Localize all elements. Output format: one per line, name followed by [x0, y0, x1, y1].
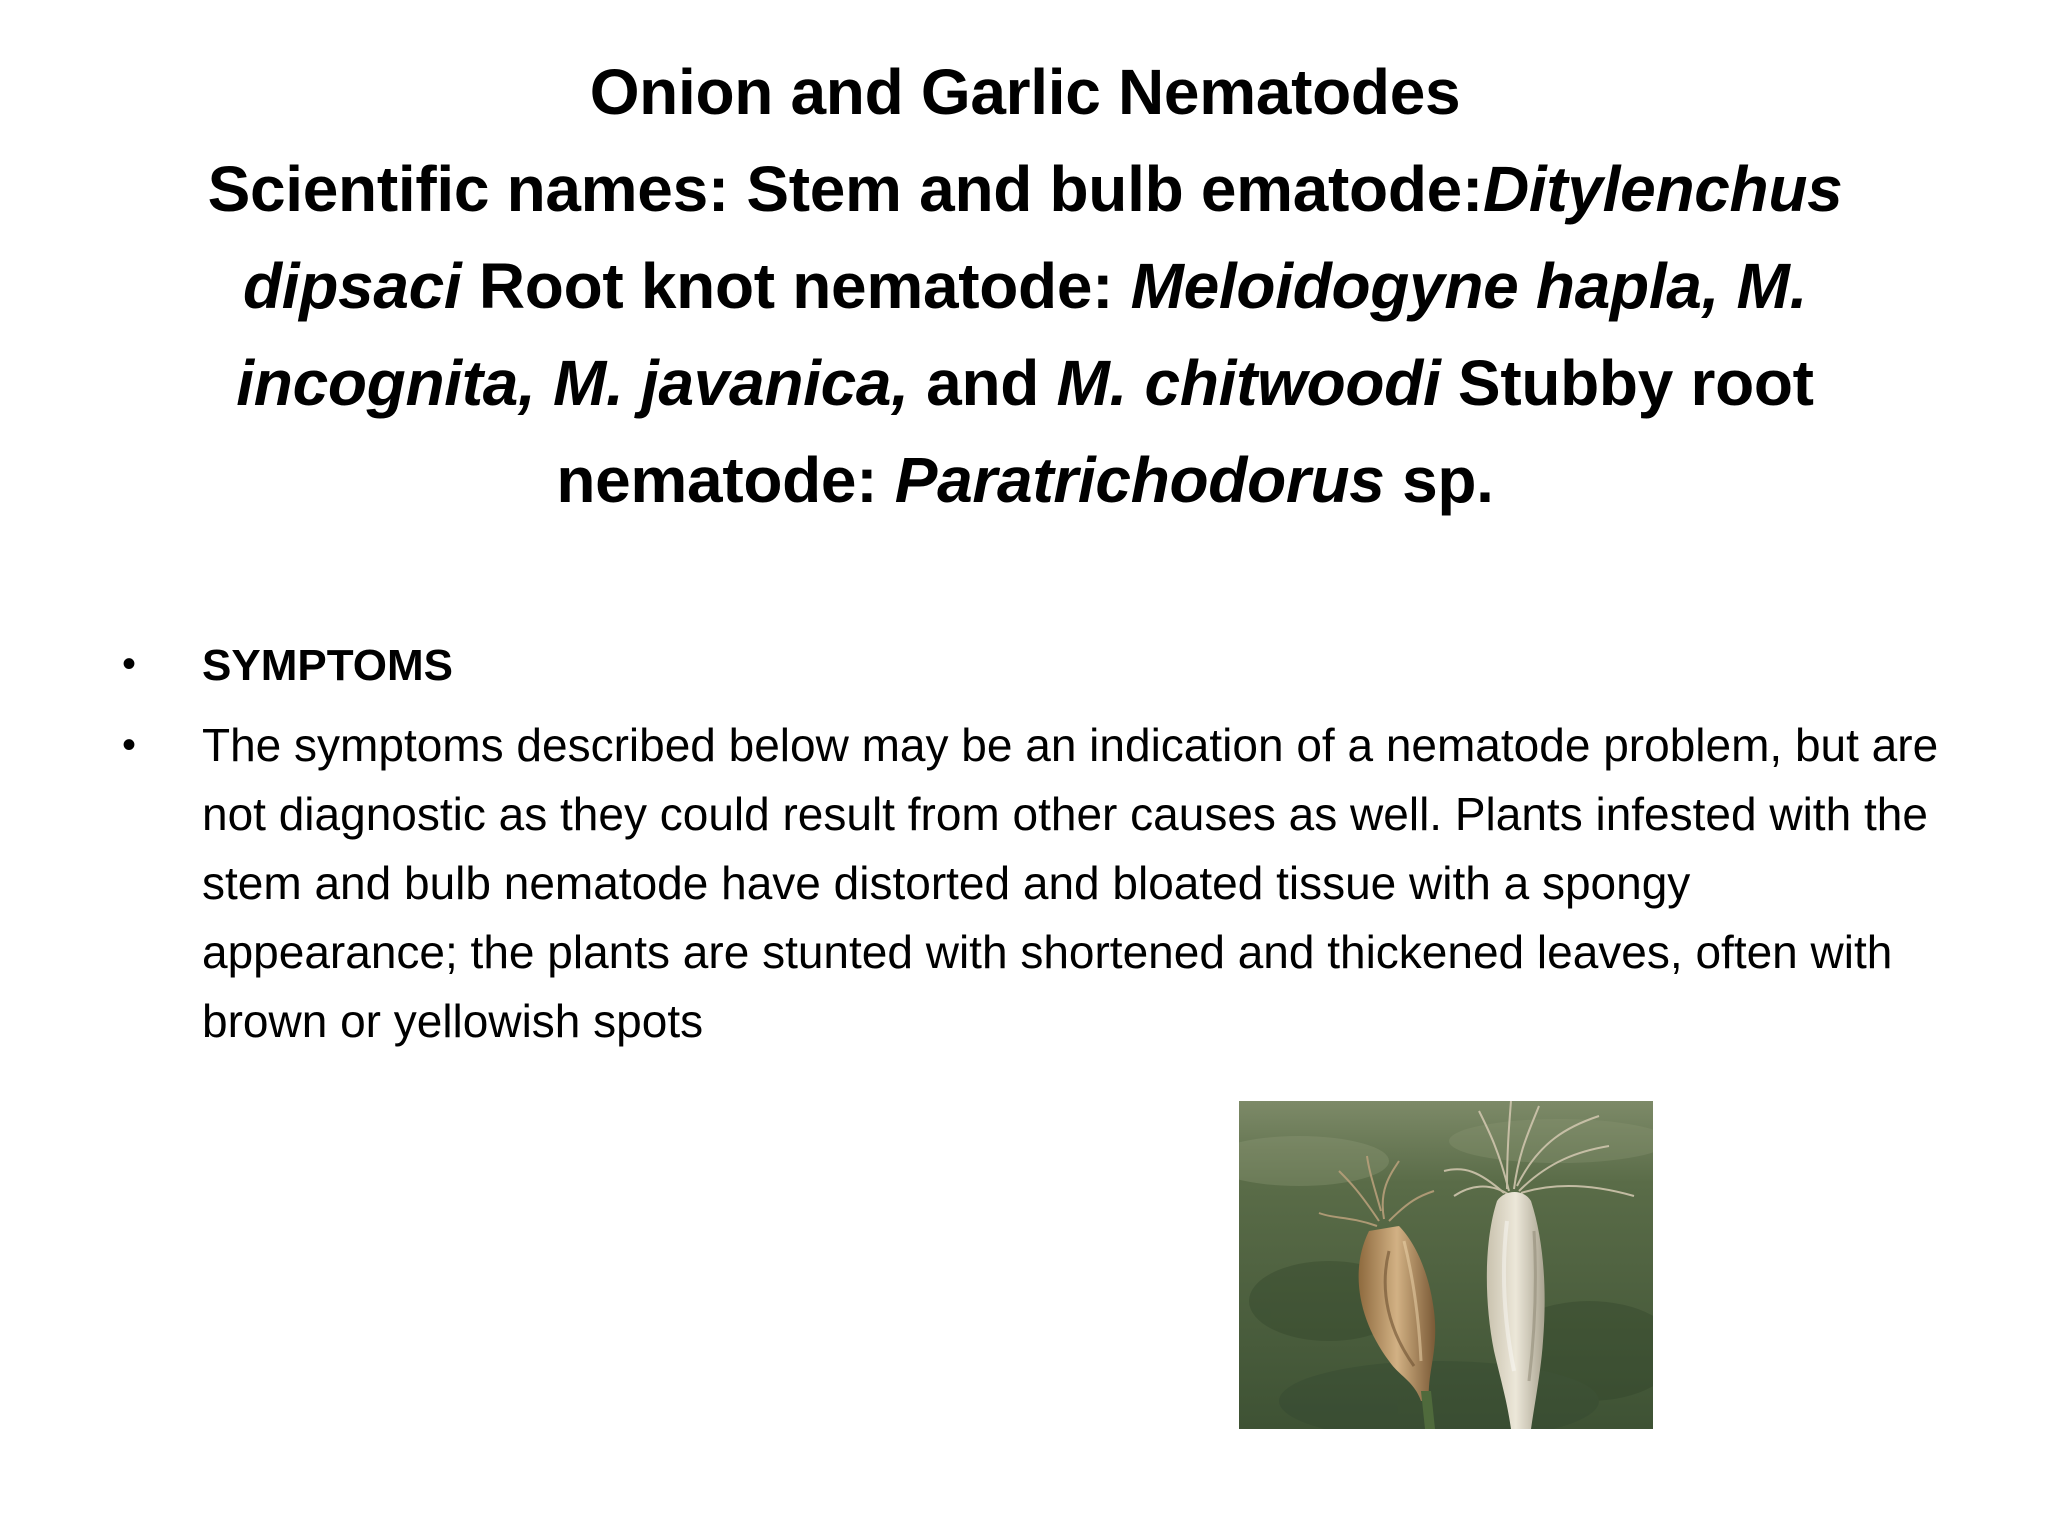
title-seg-6: M. chitwoodi: [1056, 347, 1441, 419]
bullet-text: The symptoms described below may be an indication of a nematode problem, but are not diagnostic as they could result from other causes as well. Plants infested with the stem and bulb nematode have distorted and bloated tissue with a spongy appearance; the plants are stunted with shortened and thickened leaves, often with brown or yellowish spots: [202, 719, 1939, 1047]
title-seg-7: Stubby root nematode:: [556, 347, 1814, 516]
bullet-dot-icon: •: [122, 642, 137, 686]
title-seg-2: Ditylenchus dipsaci: [242, 153, 1843, 322]
infested-onion-bulbs-photo: [1239, 1101, 1653, 1429]
title-seg-9: sp.: [1384, 444, 1494, 516]
bullet-item-symptoms: [118, 630, 1948, 700]
slide-title: [110, 44, 1940, 529]
title-seg-4: Meloidogyne hapla, M. incognita, M. javanica,: [236, 250, 1808, 419]
bullet-dot-icon: •: [122, 723, 137, 767]
bullet-list: [118, 630, 1948, 1067]
title-seg-3: Root knot nematode:: [461, 250, 1131, 322]
title-seg-5: and: [908, 347, 1057, 419]
title-seg-8: Paratrichodorus: [894, 444, 1385, 516]
title-line-1: Onion and Garlic Nematodes: [589, 56, 1461, 128]
title-seg-1: Scientific names: Stem and bulb ematode:: [207, 153, 1483, 225]
bullet-text: SYMPTOMS: [202, 641, 454, 690]
bullet-item-description: [118, 711, 1948, 1056]
